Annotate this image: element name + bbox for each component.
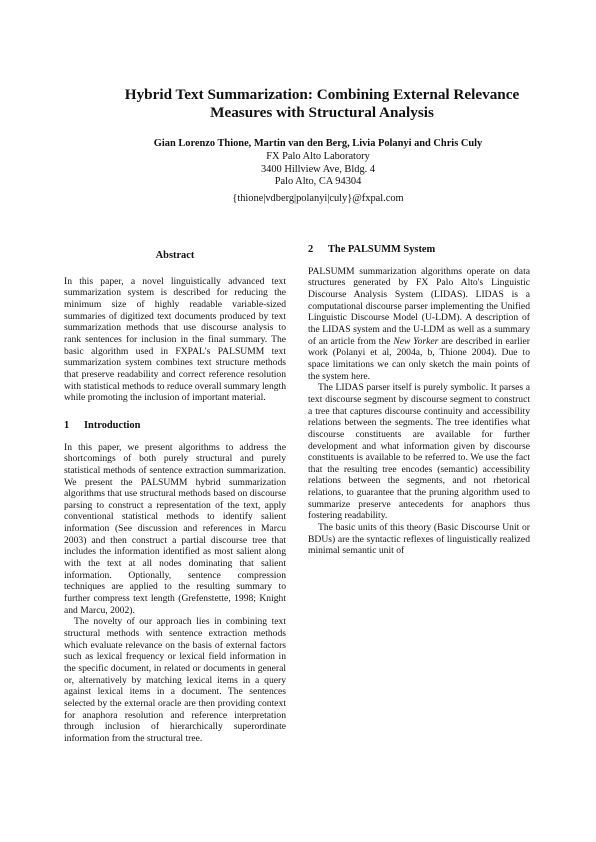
right-column bbox=[308, 236, 530, 557]
abstract-text: In this paper, a novel linguistically advanced text summarization system is described for reducing the minimum size of highly readable variable-sized summaries of digitized text documents produced by text summarization methods that use discourse analysis to rank sentences for inclusion in the final summary. The basic algorithm used in FXPAL's PALSUMM text summarization system combines text structure methods that preserve readability and correct reference resolution with statistical methods to reduce overall summary length while promoting the inclusion of important material. bbox=[64, 275, 286, 404]
affiliation-line: Palo Alto, CA 94304 bbox=[274, 176, 362, 188]
paragraph: In this paper, we present algorithms to address the shortcomings of both purely structural and purely statistical methods of sentence extraction summarization. We present the PALSUMM hybrid summarization algorithms that use structural methods based on discourse parsing to construct a representation of the text, apply conventional statistical methods to identify salient information (See discussion and references in Marcu 2003) and then construct a partial discourse tree that includes the information identified as most salient along with the text at all nodes dominating that salient information. Optionally, sentence compression techniques are applied to the resulting summary to further compress text length (Grefenstette, 1998; Knight and Marcu, 2002). bbox=[64, 441, 286, 616]
section-number: 1 bbox=[64, 419, 70, 431]
paragraph: The basic units of this theory (Basic Discourse Unit or BDUs) are the syntactic reflexes of linguistically realized minimal semantic unit of bbox=[308, 522, 530, 557]
italic-text: New Yorker bbox=[393, 335, 439, 347]
text-run: PALSUMM summarization algorithms operate on data structures generated by FX Palo Alto's Linguistic Discourse Analysis System (LIDAS). LIDAS is a computational discourse parser implementing the Unified Linguistic Discourse Model (U-LDM). A description of the LIDAS system and the U-LDM as well as a summary of an article from the bbox=[308, 265, 530, 347]
section-title: The PALSUMM System bbox=[328, 244, 436, 255]
paragraph: The LIDAS parser itself is purely symbolic. It parses a text discourse segment by discourse segment to construct a tree that captures discourse continuity and accessibility relations between the segments. The tree identifies what discourse constituents are available for further development and what information given by discourse constituents is available to be referred to. We use the fact that the resulting tree encodes (semantic) accessibility relations between the segments, and not rhetorical relations, to guarantee that the pruning algorithm used to summarize preserve antecedents for anaphors thus fostering readability. bbox=[308, 382, 530, 522]
abstract-heading: Abstract bbox=[155, 250, 195, 261]
text-run: are described in earlier work (Polanyi et al, 2004a, b, Thione 2004). Due to space limitations we can only sketch the main points of the system here. bbox=[308, 335, 530, 382]
affiliation bbox=[90, 151, 546, 189]
left-column bbox=[64, 250, 286, 745]
section-number: 2 bbox=[308, 244, 314, 255]
paragraph bbox=[308, 266, 530, 383]
author-list: Gian Lorenzo Thione, Martin van den Berg, Livia Polanyi and Chris Culy bbox=[153, 138, 483, 149]
paragraph: The novelty of our approach lies in combining text structural methods with sentence extraction methods which evaluate relevance on the basis of external factors such as lexical frequency or lexical field information in the specific document, in related or documents in general or, alternatively by matching lexical items in a query against lexical items in a document. The sentences selected by the external oracle are then providing context for anaphora resolution and reference interpretation through inclusion of hierarchically superordinate information from the structural tree. bbox=[64, 616, 286, 744]
section-heading-palsumm-system bbox=[308, 244, 530, 256]
affiliation-line: FX Palo Alto Laboratory bbox=[266, 151, 370, 162]
affiliation-line: 3400 Hillview Ave, Bldg. 4 bbox=[260, 163, 376, 175]
paper-title: Hybrid Text Summarization: Combining External Relevance Measures with Structural Analysis bbox=[124, 86, 520, 121]
section-heading-introduction bbox=[64, 420, 286, 432]
author-email: {thione|vdberg|polanyi|culy}@fxpal.com bbox=[232, 193, 404, 204]
section-title: Introduction bbox=[84, 419, 141, 431]
